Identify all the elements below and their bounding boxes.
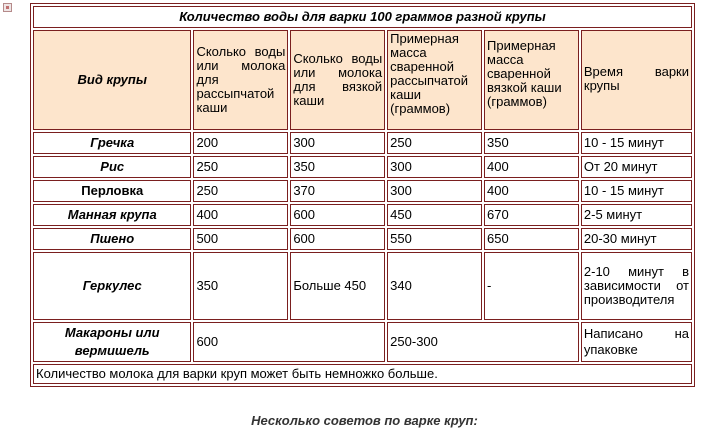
mass-crumbly-value: 300 — [387, 180, 482, 202]
mass-crumbly-value: 340 — [387, 252, 482, 320]
tips-heading: Несколько советов по варке круп: — [251, 413, 478, 428]
row-name: Манная крупа — [33, 204, 191, 226]
page-corner-icon — [3, 3, 12, 12]
water-viscous-value: Больше 450 — [290, 252, 385, 320]
row-name: Пшено — [33, 228, 191, 250]
water-crumbly-value: 400 — [193, 204, 288, 226]
header-water-viscous: Сколько воды или молока для вязкой каши — [290, 30, 385, 130]
table-title: Количество воды для варки 100 граммов разной крупы — [33, 6, 692, 28]
mass-crumbly-value: 450 — [387, 204, 482, 226]
water-crumbly-value: 250 — [193, 180, 288, 202]
pasta-water-value: 600 — [193, 322, 385, 362]
cook-time-value: 2-5 минут — [581, 204, 692, 226]
water-crumbly-value: 250 — [193, 156, 288, 178]
milk-note: Количество молока для варки круп может быть немножко больше. — [33, 364, 692, 384]
water-viscous-value: 600 — [290, 204, 385, 226]
water-viscous-value: 300 — [290, 132, 385, 154]
mass-viscous-value: 350 — [484, 132, 579, 154]
mass-viscous-value: 400 — [484, 156, 579, 178]
cook-time-value: 2-10 минут в зависимости от производителя — [581, 252, 692, 320]
table-row — [33, 204, 692, 226]
water-crumbly-value: 500 — [193, 228, 288, 250]
table-row — [33, 252, 692, 320]
mass-viscous-value: - — [484, 252, 579, 320]
row-name: Макароны или вермишель — [33, 322, 191, 362]
row-name: Перловка — [33, 180, 191, 202]
table-row — [33, 228, 692, 250]
header-cook-time: Время варки крупы — [581, 30, 692, 130]
water-crumbly-value: 350 — [193, 252, 288, 320]
water-crumbly-value: 200 — [193, 132, 288, 154]
mass-crumbly-value: 250 — [387, 132, 482, 154]
header-grain-type: Вид крупы — [33, 30, 191, 130]
table-row — [33, 180, 692, 202]
mass-viscous-value: 670 — [484, 204, 579, 226]
row-name: Гречка — [33, 132, 191, 154]
mass-viscous-value: 400 — [484, 180, 579, 202]
header-mass-crumbly: Примерная масса сваренной рассыпчатой каши (граммов) — [387, 30, 482, 130]
cook-time-value: 10 - 15 минут — [581, 180, 692, 202]
pasta-mass-value: 250-300 — [387, 322, 579, 362]
water-viscous-value: 370 — [290, 180, 385, 202]
cook-time-value: 10 - 15 минут — [581, 132, 692, 154]
header-mass-viscous: Примерная масса сваренной вязкой каши (граммов) — [484, 30, 579, 130]
row-name: Геркулес — [33, 252, 191, 320]
grain-water-table — [30, 3, 695, 387]
table-row — [33, 156, 692, 178]
mass-viscous-value: 650 — [484, 228, 579, 250]
water-viscous-value: 350 — [290, 156, 385, 178]
mass-crumbly-value: 550 — [387, 228, 482, 250]
pasta-cook-time-value: Написано на упаковке — [581, 322, 692, 362]
header-water-crumbly: Сколько воды или молока для рассыпчатой каши — [193, 30, 288, 130]
cook-time-value: От 20 минут — [581, 156, 692, 178]
water-viscous-value: 600 — [290, 228, 385, 250]
mass-crumbly-value: 300 — [387, 156, 482, 178]
table-row — [33, 322, 692, 362]
row-name: Рис — [33, 156, 191, 178]
cook-time-value: 20-30 минут — [581, 228, 692, 250]
table-row — [33, 132, 692, 154]
